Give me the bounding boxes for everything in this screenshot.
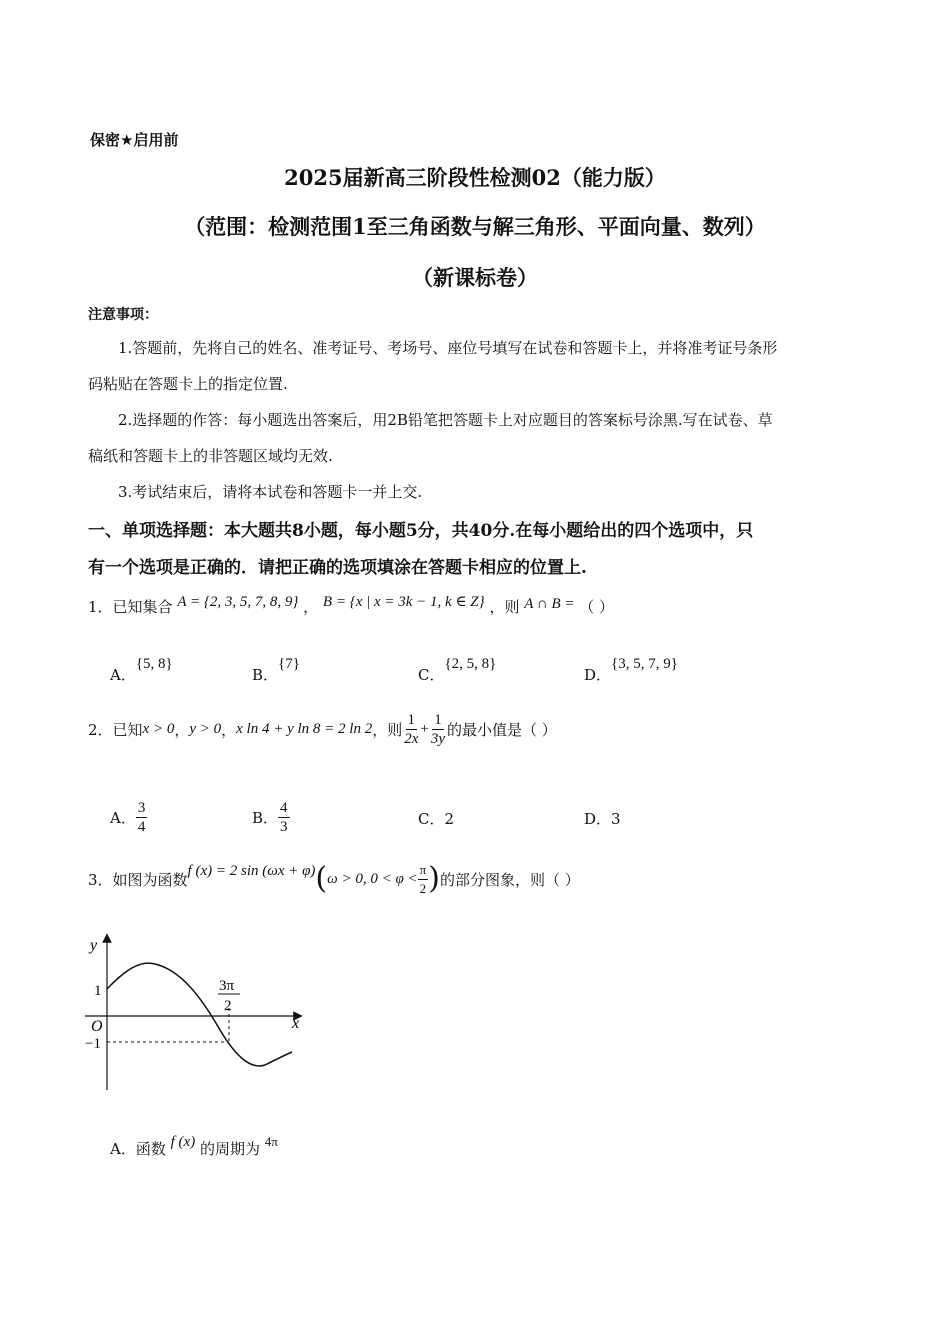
q1-option-a-value: {5, 8} <box>135 656 173 672</box>
q3-graph-origin: O <box>91 1018 103 1035</box>
q3-function: f (x) = 2 sin (ωx + φ) <box>187 862 316 879</box>
q2-sep-2: ， <box>221 720 237 739</box>
q1-option-c-value: {2, 5, 8} <box>444 656 497 672</box>
q3-option-a-value: 4π <box>264 1134 278 1149</box>
q2-option-d: D．3 <box>584 810 621 828</box>
q3-graph <box>80 930 320 1095</box>
q3-graph-y-label: y <box>90 937 98 954</box>
q1-set-b: B = {x | x = 3k − 1, k ∈ Z} <box>322 594 485 610</box>
q2-plus: + <box>420 720 429 737</box>
note-3: 3.考试结束后，请将本试卷和答题卡一并上交. <box>118 483 423 501</box>
q1-option-d-value: {3, 5, 7, 9} <box>611 656 678 672</box>
q1-expr: A ∩ B = <box>524 596 575 612</box>
q2-cond-x: x > 0 <box>142 720 175 737</box>
q2-suffix: 的最小值是（ ） <box>447 720 557 739</box>
q2-option-a <box>110 796 147 838</box>
q1-option-d-letter: D． <box>584 666 612 684</box>
q1-option-b <box>252 652 300 684</box>
secret-label: 保密★启用前 <box>90 131 179 149</box>
q1-option-c-letter: C． <box>418 666 445 684</box>
q2-f2-num: 1 <box>434 711 442 728</box>
q1-blank: （ ） <box>579 598 615 616</box>
q1-then: ，则 <box>489 598 520 616</box>
q2-fraction-2 <box>429 711 447 748</box>
q3-paren-open: ( <box>315 861 328 896</box>
q2-f2-den: 3y <box>430 730 446 747</box>
q2-equation: x ln 4 + y ln 8 = 2 ln 2 <box>236 720 373 737</box>
note-1-line-1: 1.答题前，先将自己的姓名、准考证号、考场号、座位号填写在试卷和答题卡上，并将准考证号条形 <box>118 339 778 357</box>
q3-suffix: 的部分图象，则（ ） <box>439 870 580 889</box>
note-1-line-2: 码粘贴在答题卡上的指定位置. <box>88 375 288 393</box>
q3-option-a-mid: 的周期为 <box>199 1140 260 1158</box>
q3-option-a <box>110 1130 278 1158</box>
q2-option-a-den: 4 <box>137 818 146 835</box>
section-heading-line-1: 一、单项选择题：本大题共8小题，每小题5分，共40分.在每小题给出的四个选项中，只 <box>88 521 754 541</box>
q3-condition: ω > 0, 0 < φ < <box>327 870 418 887</box>
q3-cond-num: π <box>418 861 429 880</box>
note-2-line-1: 2.选择题的作答：每小题选出答案后，用2B铅笔把答题卡上对应题目的答案标号涂黑.写在试卷、草 <box>118 411 773 429</box>
q3-cond-den: 2 <box>419 880 427 896</box>
q2-fraction-1 <box>402 711 420 748</box>
q2-option-c: C．2 <box>418 810 455 828</box>
question-3 <box>88 856 580 902</box>
q2-cond-y: y > 0 <box>189 720 222 737</box>
note-2-line-2: 稿纸和答题卡上的非答题区域均无效. <box>88 447 333 465</box>
exam-subtitle: （范围：检测范围1至三角函数与解三角形、平面向量、数列） <box>184 214 766 239</box>
q3-option-a-func: f (x) <box>170 1134 196 1150</box>
q1-prefix: 1．已知集合 <box>88 598 173 616</box>
q3-graph-curve <box>107 963 292 1066</box>
q3-graph-x-label: x <box>292 1015 300 1032</box>
q3-option-a-prefix: A．函数 <box>110 1140 166 1158</box>
notes-heading: 注意事项： <box>88 307 158 323</box>
q1-option-d <box>584 652 678 684</box>
q1-set-a: A = {2, 3, 5, 7, 8, 9} <box>177 594 299 610</box>
q2-option-b <box>252 796 290 838</box>
q2-option-b-den: 3 <box>280 818 288 835</box>
q2-f1-num: 1 <box>407 711 416 728</box>
q2-option-b-num: 4 <box>280 799 288 816</box>
q2-sep-1: ， <box>174 720 190 739</box>
q3-cond-fraction <box>418 861 429 898</box>
q2-prefix: 2．已知 <box>88 720 143 739</box>
section-heading-line-2: 有一个选项是正确的．请把正确的选项填涂在答题卡相应的位置上. <box>88 558 587 578</box>
q1-option-b-letter: B． <box>252 666 279 684</box>
q3-prefix: 3．如图为函数 <box>88 870 188 889</box>
q3-graph-xmark-num: 3π <box>219 978 235 994</box>
q1-option-b-value: {7} <box>278 656 300 672</box>
q3-graph-tick-neg1: −1 <box>85 1036 101 1052</box>
q1-option-c <box>418 652 497 684</box>
q1-comma: ， <box>303 598 319 616</box>
q1-option-a-letter: A． <box>110 666 136 684</box>
question-1 <box>88 596 614 617</box>
q1-option-a <box>110 652 173 684</box>
q3-paren-close: ) <box>428 861 440 896</box>
question-2 <box>88 708 557 750</box>
q3-graph-xmark-den: 2 <box>224 998 232 1014</box>
q2-option-b-fraction <box>278 799 290 836</box>
q2-then: ，则 <box>372 720 403 739</box>
exam-title: 2025届新高三阶段性检测02（能力版） <box>284 165 666 190</box>
q2-f1-den: 2x <box>404 730 419 747</box>
q2-option-a-fraction <box>136 799 148 836</box>
q3-graph-tick-1: 1 <box>94 983 102 999</box>
q2-option-b-letter: B． <box>252 808 279 827</box>
exam-edition: （新课标卷） <box>412 265 538 290</box>
q2-option-a-num: 3 <box>137 799 146 816</box>
q2-option-a-letter: A． <box>110 808 136 827</box>
